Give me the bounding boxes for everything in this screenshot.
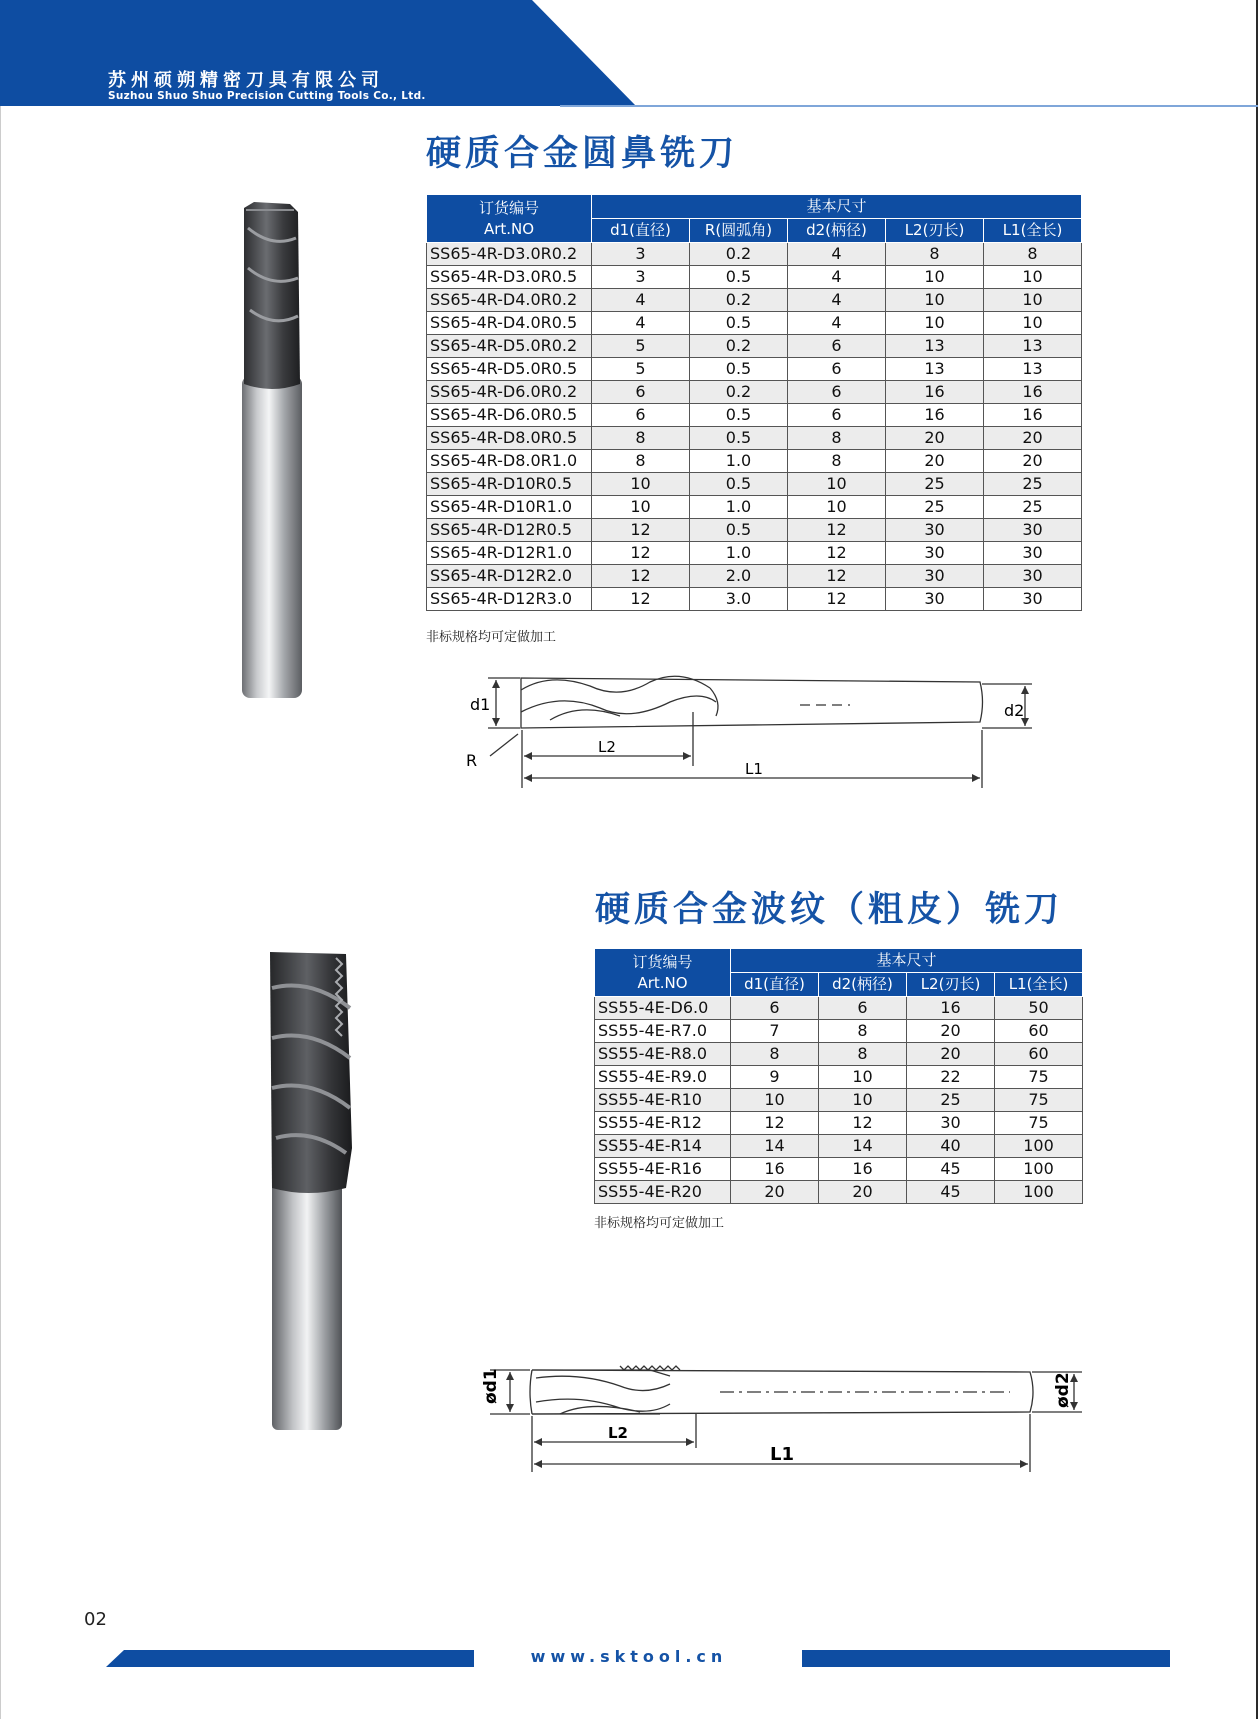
section1-note: 非标规格均可定做加工 xyxy=(426,630,557,645)
dimension-cell: 20 xyxy=(984,450,1082,473)
art-no-cell: SS65-4R-D5.0R0.2 xyxy=(427,335,592,358)
dimension-cell: 100 xyxy=(995,1181,1083,1204)
dimension-cell: 12 xyxy=(788,519,886,542)
art-no-header-en: Art.NO xyxy=(483,219,535,238)
dimension-cell: 12 xyxy=(788,565,886,588)
dimension-cell: 8 xyxy=(886,243,984,266)
dimension-cell: 45 xyxy=(907,1181,995,1204)
col-header: L2(刃长) xyxy=(886,219,984,243)
section2-note: 非标规格均可定做加工 xyxy=(594,1216,725,1231)
table-row xyxy=(595,1158,1083,1181)
dimension-cell: 10 xyxy=(886,289,984,312)
dimension-cell: 30 xyxy=(984,588,1082,611)
art-no-cell: SS65-4R-D12R2.0 xyxy=(427,565,592,588)
dimension-cell: 4 xyxy=(592,289,690,312)
art-no-cell: SS55-4E-R9.0 xyxy=(595,1066,731,1089)
col-header: L1(全长) xyxy=(984,219,1082,243)
art-no-header xyxy=(595,949,731,997)
section1-title: 硬质合金圆鼻铣刀 xyxy=(426,134,739,174)
dimension-cell: 10 xyxy=(984,312,1082,335)
art-no-cell: SS65-4R-D12R3.0 xyxy=(427,588,592,611)
art-no-cell: SS55-4E-R10 xyxy=(595,1089,731,1112)
table-row xyxy=(427,312,1082,335)
table-row xyxy=(427,427,1082,450)
dimension-cell: 45 xyxy=(907,1158,995,1181)
dimension-cell: 3.0 xyxy=(690,588,788,611)
dimension-cell: 0.5 xyxy=(690,473,788,496)
dimension-cell: 25 xyxy=(984,496,1082,519)
dimension-cell: 7 xyxy=(731,1020,819,1043)
dimension-cell: 4 xyxy=(788,266,886,289)
dimension-cell: 100 xyxy=(995,1135,1083,1158)
dimension-cell: 10 xyxy=(788,473,886,496)
dimension-cell: 1.0 xyxy=(690,542,788,565)
dimension-cell: 25 xyxy=(886,473,984,496)
art-no-cell: SS65-4R-D6.0R0.5 xyxy=(427,404,592,427)
section2-spec-table xyxy=(594,948,1083,1204)
dimension-cell: 8 xyxy=(984,243,1082,266)
dimension-cell: 12 xyxy=(592,519,690,542)
dimension-cell: 13 xyxy=(984,358,1082,381)
dimension-cell: 8 xyxy=(592,427,690,450)
dimension-cell: 10 xyxy=(886,266,984,289)
dimension-cell: 12 xyxy=(592,542,690,565)
dimension-cell: 0.5 xyxy=(690,266,788,289)
dimension-cell: 30 xyxy=(984,565,1082,588)
table-row xyxy=(595,1112,1083,1135)
dimension-cell: 30 xyxy=(984,519,1082,542)
l1-label: L1 xyxy=(770,1444,794,1465)
dimension-cell: 20 xyxy=(984,427,1082,450)
company-name-cn: 苏州硕朔精密刀具有限公司 xyxy=(108,70,384,91)
dimension-cell: 16 xyxy=(731,1158,819,1181)
table-row xyxy=(595,997,1083,1020)
art-no-cell: SS65-4R-D3.0R0.2 xyxy=(427,243,592,266)
dimension-cell: 20 xyxy=(819,1181,907,1204)
art-no-cell: SS55-4E-R20 xyxy=(595,1181,731,1204)
dimension-cell: 9 xyxy=(731,1066,819,1089)
dimension-cell: 8 xyxy=(788,427,886,450)
l1-label: L1 xyxy=(745,760,763,778)
table-row xyxy=(427,289,1082,312)
dimension-cell: 20 xyxy=(886,450,984,473)
dimension-cell: 10 xyxy=(984,266,1082,289)
dimension-cell: 6 xyxy=(731,997,819,1020)
table-row xyxy=(595,1020,1083,1043)
table-row xyxy=(427,450,1082,473)
dimension-cell: 12 xyxy=(731,1112,819,1135)
dimension-cell: 6 xyxy=(788,335,886,358)
art-no-cell: SS65-4R-D12R1.0 xyxy=(427,542,592,565)
dimension-cell: 4 xyxy=(788,243,886,266)
dimension-cell: 16 xyxy=(819,1158,907,1181)
table-row xyxy=(427,358,1082,381)
dimension-cell: 6 xyxy=(788,358,886,381)
dimension-cell: 16 xyxy=(886,404,984,427)
dimension-cell: 0.2 xyxy=(690,335,788,358)
art-no-cell: SS65-4R-D4.0R0.5 xyxy=(427,312,592,335)
dimension-cell: 16 xyxy=(984,404,1082,427)
dimension-cell: 10 xyxy=(984,289,1082,312)
dimension-cell: 0.2 xyxy=(690,289,788,312)
dimension-cell: 0.2 xyxy=(690,243,788,266)
col-header: L2(刃长) xyxy=(907,973,995,997)
table-row xyxy=(427,404,1082,427)
dimension-cell: 30 xyxy=(886,542,984,565)
page-number: 02 xyxy=(84,1609,107,1630)
dimension-cell: 0.5 xyxy=(690,519,788,542)
art-no-cell: SS65-4R-D10R0.5 xyxy=(427,473,592,496)
dimension-cell: 30 xyxy=(886,588,984,611)
dimension-cell: 6 xyxy=(592,404,690,427)
dimension-cell: 10 xyxy=(819,1066,907,1089)
art-no-header xyxy=(427,195,592,243)
page-border-left xyxy=(0,0,1,1719)
dimension-cell: 20 xyxy=(907,1020,995,1043)
col-header: R(圆弧角) xyxy=(690,219,788,243)
dimension-cell: 5 xyxy=(592,335,690,358)
section2-dimension-drawing xyxy=(470,1356,1090,1476)
table-row xyxy=(595,1181,1083,1204)
dimension-cell: 10 xyxy=(592,473,690,496)
dimension-cell: 12 xyxy=(819,1112,907,1135)
dimension-cell: 13 xyxy=(886,335,984,358)
table-row xyxy=(427,519,1082,542)
table-row xyxy=(427,335,1082,358)
dimension-cell: 8 xyxy=(819,1043,907,1066)
dimension-cell: 12 xyxy=(592,588,690,611)
art-no-cell: SS65-4R-D8.0R0.5 xyxy=(427,427,592,450)
dimension-cell: 0.5 xyxy=(690,427,788,450)
dimension-cell: 14 xyxy=(819,1135,907,1158)
dimension-cell: 16 xyxy=(907,997,995,1020)
header-rule xyxy=(560,105,1258,107)
dimension-cell: 30 xyxy=(886,519,984,542)
col-header: d1(直径) xyxy=(592,219,690,243)
dimension-cell: 40 xyxy=(907,1135,995,1158)
roughing-end-mill-photo-icon xyxy=(266,948,356,1434)
dimension-cell: 5 xyxy=(592,358,690,381)
dimension-cell: 75 xyxy=(995,1112,1083,1135)
table-row xyxy=(427,473,1082,496)
col-header: d2(柄径) xyxy=(788,219,886,243)
dimension-cell: 75 xyxy=(995,1066,1083,1089)
dimension-cell: 8 xyxy=(788,450,886,473)
dimension-cell: 6 xyxy=(788,381,886,404)
table-row xyxy=(595,1043,1083,1066)
dimension-cell: 12 xyxy=(788,588,886,611)
art-no-cell: SS55-4E-D6.0 xyxy=(595,997,731,1020)
col-header: L1(全长) xyxy=(995,973,1083,997)
dimension-cell: 16 xyxy=(886,381,984,404)
art-no-cell: SS65-4R-D3.0R0.5 xyxy=(427,266,592,289)
dimension-cell: 14 xyxy=(731,1135,819,1158)
dimension-cell: 8 xyxy=(592,450,690,473)
dimension-cell: 20 xyxy=(886,427,984,450)
dimension-cell: 8 xyxy=(819,1020,907,1043)
dimension-cell: 30 xyxy=(886,565,984,588)
art-no-cell: SS65-4R-D6.0R0.2 xyxy=(427,381,592,404)
dimension-cell: 1.0 xyxy=(690,496,788,519)
dimension-cell: 30 xyxy=(907,1112,995,1135)
r-label: R xyxy=(466,751,478,770)
l2-label: L2 xyxy=(608,1424,628,1442)
art-no-cell: SS55-4E-R7.0 xyxy=(595,1020,731,1043)
table-row xyxy=(595,1135,1083,1158)
dimension-cell: 10 xyxy=(886,312,984,335)
art-no-cell: SS65-4R-D5.0R0.5 xyxy=(427,358,592,381)
dimension-cell: 0.5 xyxy=(690,312,788,335)
art-no-cell: SS65-4R-D4.0R0.2 xyxy=(427,289,592,312)
col-header: d1(直径) xyxy=(731,973,819,997)
dimension-cell: 1.0 xyxy=(690,450,788,473)
dimension-cell: 13 xyxy=(886,358,984,381)
od1-label: ød1 xyxy=(481,1368,501,1404)
dimension-cell: 12 xyxy=(592,565,690,588)
dimension-cell: 13 xyxy=(984,335,1082,358)
dimension-cell: 60 xyxy=(995,1020,1083,1043)
table-row xyxy=(427,565,1082,588)
dimension-cell: 4 xyxy=(788,289,886,312)
dimension-cell: 25 xyxy=(907,1089,995,1112)
d1-label: d1 xyxy=(470,695,491,714)
dimension-cell: 30 xyxy=(984,542,1082,565)
dimension-cell: 2.0 xyxy=(690,565,788,588)
art-no-header-cn: 订货编号 xyxy=(478,198,539,217)
dimension-cell: 6 xyxy=(819,997,907,1020)
art-no-cell: SS55-4E-R8.0 xyxy=(595,1043,731,1066)
art-no-cell: SS55-4E-R14 xyxy=(595,1135,731,1158)
dimension-cell: 3 xyxy=(592,243,690,266)
dimension-cell: 6 xyxy=(788,404,886,427)
art-no-header-en: Art.NO xyxy=(637,973,688,992)
dimension-cell: 6 xyxy=(592,381,690,404)
dimension-cell: 10 xyxy=(731,1089,819,1112)
table-row xyxy=(427,243,1082,266)
dimension-cell: 22 xyxy=(907,1066,995,1089)
table-row xyxy=(595,1066,1083,1089)
dimension-cell: 10 xyxy=(788,496,886,519)
dimension-cell: 4 xyxy=(788,312,886,335)
art-no-cell: SS65-4R-D12R0.5 xyxy=(427,519,592,542)
dimension-cell: 0.5 xyxy=(690,358,788,381)
dimension-cell: 25 xyxy=(984,473,1082,496)
section1-dimension-drawing xyxy=(460,672,1050,792)
section1-spec-table xyxy=(426,194,1082,611)
dimension-cell: 100 xyxy=(995,1158,1083,1181)
dimension-cell: 20 xyxy=(907,1043,995,1066)
dimension-cell: 0.2 xyxy=(690,381,788,404)
table-row xyxy=(427,266,1082,289)
table-row xyxy=(427,381,1082,404)
dimension-cell: 16 xyxy=(984,381,1082,404)
table-row xyxy=(595,1089,1083,1112)
dimension-cell: 12 xyxy=(788,542,886,565)
dimension-cell: 10 xyxy=(819,1089,907,1112)
l2-label: L2 xyxy=(598,738,616,756)
company-name-en: Suzhou Shuo Shuo Precision Cutting Tools Co., Ltd. xyxy=(108,90,426,102)
section2-title: 硬质合金波纹（粗皮）铣刀 xyxy=(595,890,1064,930)
table-row xyxy=(427,588,1082,611)
dimension-cell: 3 xyxy=(592,266,690,289)
od2-label: ød2 xyxy=(1053,1372,1073,1408)
dimension-cell: 0.5 xyxy=(690,404,788,427)
art-no-cell: SS65-4R-D8.0R1.0 xyxy=(427,450,592,473)
dimension-cell: 50 xyxy=(995,997,1083,1020)
d2-label: d2 xyxy=(1004,701,1025,720)
dimension-cell: 20 xyxy=(731,1181,819,1204)
art-no-cell: SS55-4E-R12 xyxy=(595,1112,731,1135)
dimension-cell: 25 xyxy=(886,496,984,519)
table-row xyxy=(427,496,1082,519)
dimension-cell: 4 xyxy=(592,312,690,335)
dimension-cell: 60 xyxy=(995,1043,1083,1066)
end-mill-photo-icon xyxy=(232,198,312,702)
art-no-header-cn: 订货编号 xyxy=(632,952,693,971)
table-row xyxy=(427,542,1082,565)
col-header: d2(柄径) xyxy=(819,973,907,997)
dimension-cell: 75 xyxy=(995,1089,1083,1112)
basic-dimensions-header: 基本尺寸 xyxy=(592,195,1082,219)
basic-dimensions-header: 基本尺寸 xyxy=(731,949,1083,973)
dimension-cell: 10 xyxy=(592,496,690,519)
website-link[interactable]: www.sktool.cn xyxy=(530,1647,728,1666)
art-no-cell: SS65-4R-D10R1.0 xyxy=(427,496,592,519)
dimension-cell: 8 xyxy=(731,1043,819,1066)
art-no-cell: SS55-4E-R16 xyxy=(595,1158,731,1181)
